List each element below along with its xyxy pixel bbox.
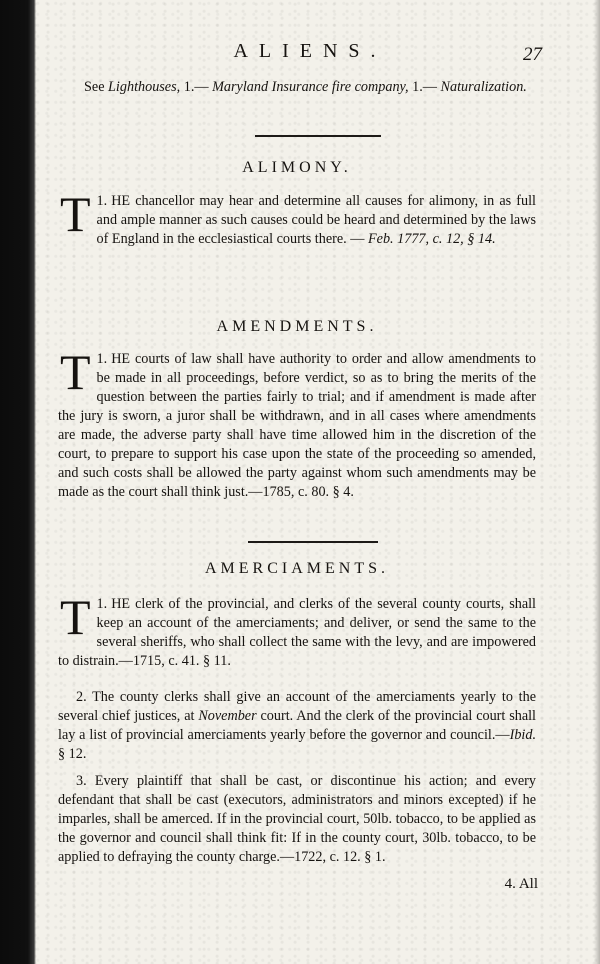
drop-cap: T <box>60 344 91 400</box>
amerciaments-text-2b: court. And the clerk of the provincial court shall lay a list of provincial amerciaments yearly before the governor and council.— <box>58 708 537 743</box>
see-ref-num-2: 1.— <box>412 79 437 95</box>
amendments-paragraph-1 <box>58 344 536 502</box>
alimony-paragraph-1 <box>58 186 536 249</box>
heading-amerciaments: AMERCIAMENTS. <box>204 560 389 577</box>
page-number: 27 <box>523 44 542 65</box>
amendments-text: HE courts of law shall have authority to order and allow amendments to be made in all proceedings, before verdict, so as to bring the merits of the question between the parties fairly to trial; and if amendment is made after the jury is sworn, a juror shall be withdrawn, and in all cases where amendments are made, the adverse party shall have time allowed him in the discretion of the court, to prepare to support his case upon the state of the proceeding so amended, and such costs shall be allowed the party against whom such amendments may be made as the court shall think just.—1785, c. 80. § 4. <box>58 351 536 500</box>
amerciaments-paragraph-2 <box>58 688 536 764</box>
alimony-citation: Feb. 1777, c. 12, § 14. <box>367 231 496 247</box>
see-ref-num-1: 1.— <box>183 79 209 95</box>
heading-amendments: AMENDMENTS. <box>216 318 378 335</box>
drop-cap: T <box>60 186 91 242</box>
paragraph-number: 1. <box>96 193 108 209</box>
page-edge-shadow <box>594 0 600 964</box>
amerciaments-text-2: 2. The county clerks shall give an account of the amerciaments yearly to the several chief justices, at <box>58 689 536 724</box>
amerciaments-text-1: HE clerk of the provincial, and clerks of the several county courts, shall keep an account of the amerciaments; and deliver, or send the same to the several sheriffs, who shall collect the same with the levy, and are impowered to distrain.—1715, c. 41. § 11. <box>58 596 536 669</box>
amerciaments-paragraph-3 <box>58 772 536 867</box>
see-ref-naturalization: Naturalization. <box>440 79 527 95</box>
section-rule <box>255 135 381 137</box>
paragraph-number: 1. <box>96 351 108 367</box>
amerciaments-paragraph-1 <box>58 589 536 671</box>
ibid-citation: Ibid. <box>509 727 536 743</box>
month-november: November <box>198 708 257 724</box>
see-ref-lighthouses: Lighthouses, <box>108 79 181 95</box>
section-rule <box>248 541 378 543</box>
amerciaments-text-3: 3. Every plaintiff that shall be cast, or discontinue his action; and every defendant that shall be cast (executors, administrators and minors excepted) if he imparles, shall be amerced. If in the provincial court, 50lb. tobacco, to be applied as the governor and council shall think fit: If in the county court, 30lb. tobacco, to be applied to defraying the county charge.—1722, c. 12. § 1. <box>58 773 536 865</box>
drop-cap: T <box>60 589 91 645</box>
heading-alimony: ALIMONY. <box>242 159 352 176</box>
alimony-text: HE chancellor may hear and determine all causes for alimony, in as full and ample manner as such causes could be heard and determined by the laws of England in the ecclesiastical courts there. — <box>96 193 536 247</box>
paragraph-number: 1. <box>96 596 108 612</box>
see-also-reference <box>58 78 536 97</box>
see-prefix: See <box>84 79 105 95</box>
book-spine-shadow <box>0 0 36 964</box>
see-ref-insurance: Maryland Insurance fire company, <box>212 79 409 95</box>
section-number: § 12. <box>58 746 87 762</box>
running-head: ALIENS. <box>233 40 387 62</box>
catchword: 4. All <box>504 876 538 892</box>
